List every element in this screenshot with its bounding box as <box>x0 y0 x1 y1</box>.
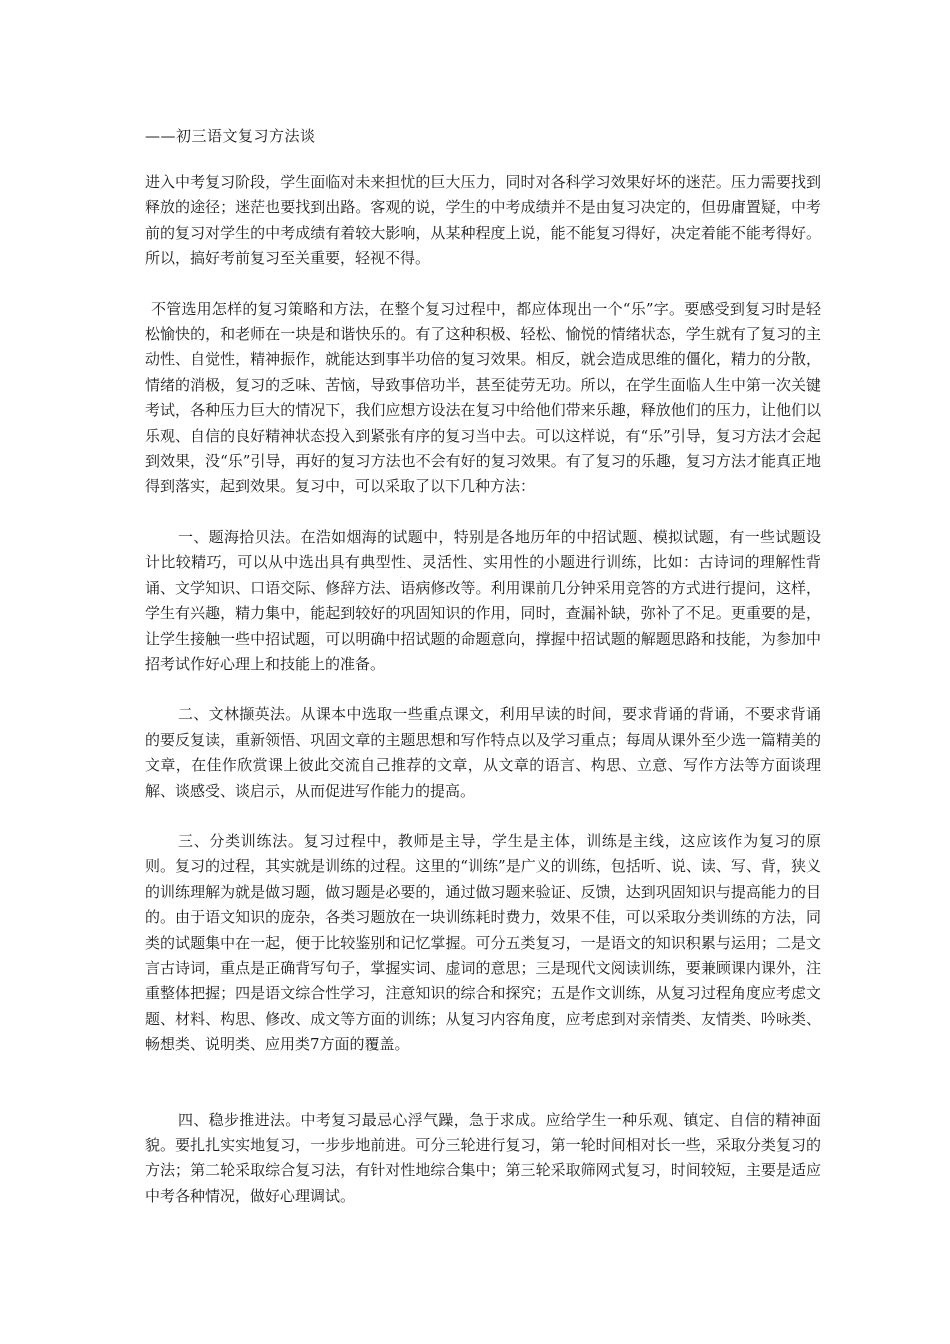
paragraph-method-3: 三、分类训练法。复习过程中，教师是主导，学生是主体，训练是主线，这应该作为复习的原则。复习的过程，其实就是训练的过程。这里的“训练”是广义的训练，包括听、说、读、写、背，狭义的训练理解为就是做习题，做习题是必要的，通过做习题来验证、反馈，达到巩固知识与提高能力的目的。由于语文知识的庞杂，各类习题放在一块训练耗时费力，效果不佳，可以采取分类训练的方法，同类的试题集中在一起，便于比较鉴别和记忆掌握。可分五类复习，一是语文的知识积累与运用；二是文言古诗词，重点是正确背写句子，掌握实词、虚词的意思；三是现代文阅读训练，要兼顾课内课外，注重整体把握；四是语文综合性学习，注意知识的综合和探究；五是作文训练，从复习过程角度应考虑文题、材料、构思、修改、成文等方面的训练；从复习内容角度，应考虑到对亲情类、友情类、吟咏类、畅想类、说明类、应用类7方面的覆盖。 <box>145 831 821 1054</box>
paragraph-method-4: 四、稳步推进法。中考复习最忌心浮气躁，急于求成。应给学生一种乐观、镇定、自信的精神面貌。要扎扎实实地复习，一步步地前进。可分三轮进行复习，第一轮时间相对长一些，采取分类复习的方法；第二轮采取综合复习法，有针对性地综合集中；第三轮采取筛网式复习，时间较短，主要是适应中考各种情况，做好心理调试。 <box>145 1110 821 1205</box>
paragraph-method-2: 二、文林撷英法。从课本中选取一些重点课文，利用早读的时间，要求背诵的背诵，不要求背诵的要反复读，重新领悟、巩固文章的主题思想和写作特点以及学习重点；每周从课外至少选一篇精美的文章，在佳作欣赏课上彼此交流自己推荐的文章，从文章的语言、构思、立意、写作方法等方面谈理解、谈感受、谈启示，从而促进写作能力的提高。 <box>145 705 821 800</box>
document-page <box>145 124 821 1234</box>
paragraph-intro: 进入中考复习阶段，学生面临对未来担忧的巨大压力，同时对各科学习效果好坏的迷茫。压力需要找到释放的途径；迷茫也要找到出路。客观的说，学生的中考成绩并不是由复习决定的，但毋庸置疑，中考前的复习对学生的中考成绩有着较大影响，从某种程度上说，能不能复习得好，决定着能不能考得好。所以，搞好考前复习至关重要，轻视不得。 <box>145 173 821 268</box>
paragraph-method-1: 一、题海拾贝法。在浩如烟海的试题中，特别是各地历年的中招试题、模拟试题，有一些试题设计比较精巧，可以从中选出具有典型性、灵活性、实用性的小题进行训练，比如：古诗词的理解性背诵、文学知识、口语交际、修辞方法、语病修改等。利用课前几分钟采用竞答的方式进行提问，这样，学生有兴趣，精力集中，能起到较好的巩固知识的作用，同时，查漏补缺，弥补了不足。更重要的是，让学生接触一些中招试题，可以明确中招试题的命题意向，撑握中招试题的解题思路和技能，为参加中招考试作好心理上和技能上的准备。 <box>145 527 821 673</box>
document-subtitle: ——初三语文复习方法谈 <box>145 127 316 145</box>
paragraph-joy-principle: 不管选用怎样的复习策略和方法，在整个复习过程中，都应体现出一个“乐”字。要感受到复习时是轻松愉快的，和老师在一块是和谐快乐的。有了这种积极、轻松、愉悦的情绪状态，学生就有了复习的主动性、自觉性，精神振作，就能达到事半功倍的复习效果。相反，就会造成思维的僵化，精力的分散，情绪的消极，复习的乏味、苦恼，导致事倍功半，甚至徒劳无功。所以，在学生面临人生中第一次关键考试，各种压力巨大的情况下，我们应想方设法在复习中给他们带来乐趣，释放他们的压力，让他们以乐观、自信的良好精神状态投入到紧张有序的复习当中去。可以这样说，有“乐”引导，复习方法才会起到效果，没“乐”引导，再好的复习方法也不会有好的复习效果。有了复习的乐趣，复习方法才能真正地得到落实，起到效果。复习中，可以采取了以下几种方法： <box>145 299 821 496</box>
